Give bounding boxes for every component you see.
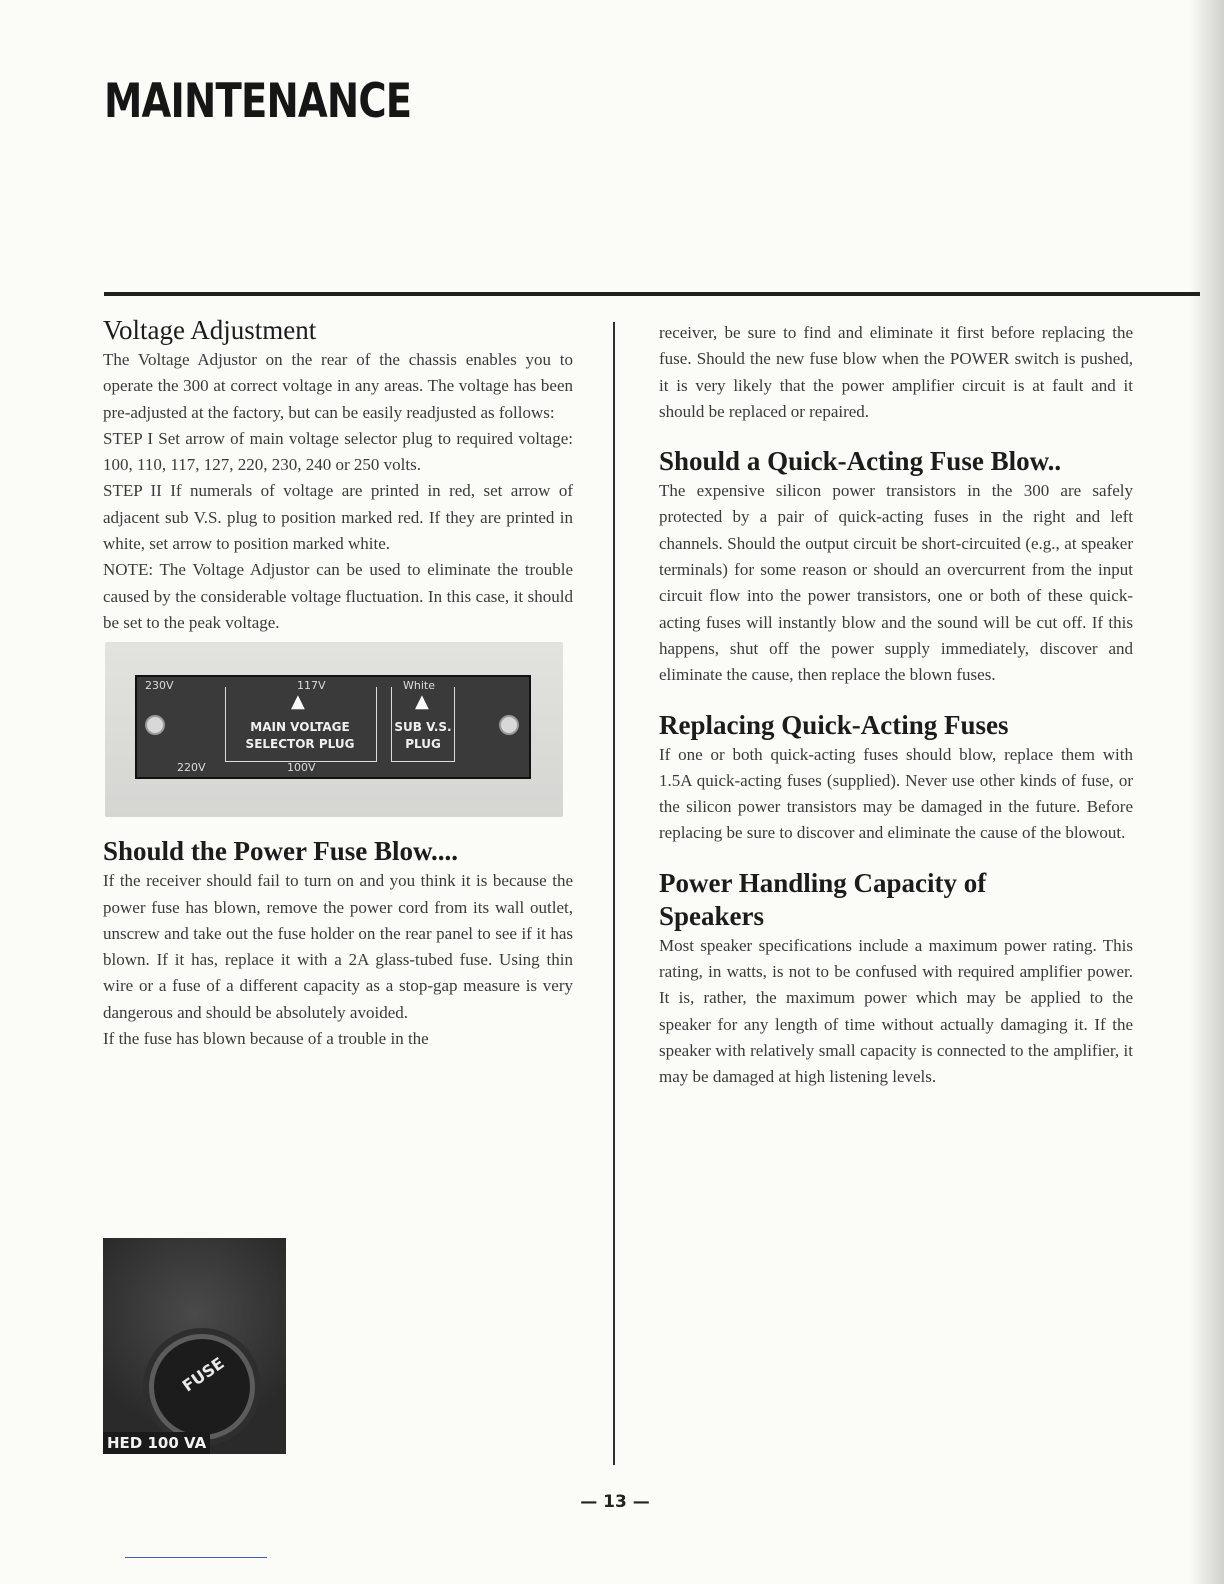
label-white: White — [403, 679, 435, 693]
sub-arrow-icon: ▲ — [415, 691, 429, 713]
footer-rule — [125, 1557, 267, 1558]
power-handling-heading-2: Speakers — [659, 900, 765, 931]
power-handling-heading-1: Power Handling Capacity of — [659, 867, 987, 898]
screw-right-icon — [499, 715, 519, 735]
header-rule — [104, 292, 1200, 296]
quick-fuse-blow-body: The expensive silicon power transistors in the 300 are safely protected by a pair of quick-acting fuses in the right and left channels. Should the output circuit be short-circuited (e.g., at speaker terminals) for some reason or should an overcurrent from the input circuit flow into the power transistors, one or both of these quick-acting fuses will instantly blow and the sound will be cut off. If this happens, shut off the power supply immediately, discover and eliminate the cause, then replace the blown fuses. — [659, 481, 1133, 685]
label-220v: 220V — [177, 761, 206, 775]
sub-selector-label-2: PLUG — [405, 737, 441, 752]
replacing-fuses-heading: Replacing Quick-Acting Fuses — [659, 709, 1009, 740]
voltage-intro: The Voltage Adjustor on the rear of the chassis enables you to operate the 300 at correct voltage in any areas. The voltage has been pre-adjusted at the factory, but can be easily readjusted as follows: — [103, 350, 573, 422]
fuse-knob — [149, 1334, 255, 1440]
label-117v: 117V — [297, 679, 326, 693]
right-column — [659, 320, 1133, 1091]
voltage-selector-panel — [135, 675, 531, 779]
fuse-photo-caption: HED 100 VA — [103, 1432, 210, 1454]
power-fuse-continuation: receiver, be sure to find and eliminate it first before replacing the fuse. Should the new fuse blow when the POWER switch is pushed, it is very likely that the power amplifier circuit is at fault and it should be replaced or repaired. — [659, 323, 1133, 421]
voltage-selector-photo — [105, 642, 563, 817]
replacing-fuses-body: If one or both quick-acting fuses should blow, replace them with 1.5A quick-acting fuses (supplied). Never use other kinds of fuse, or the silicon power transistors may be damaged in the future. Before replacing be sure to discover and eliminate the cause of the blowout. — [659, 744, 1133, 843]
main-selector-label-1: MAIN VOLTAGE — [250, 720, 350, 735]
power-fuse-heading: Should the Power Fuse Blow.... — [103, 836, 459, 867]
voltage-step-1: STEP I Set arrow of main voltage selector plug to required voltage: 100, 110, 117, 127, 220, 230, 240 or 250 volts. — [103, 428, 573, 475]
power-fuse-para-1: If the receiver should fail to turn on and you think it is because the power fuse has blown, remove the power cord from its wall outlet, unscrew and take out the fuse holder on the rear panel to see if it has blown. If it has, replace it with a 2A glass-tubed fuse. Using thin wire or a fuse of a different capacity as a stop-gap measure is very dangerous and should be absolutely avoided. — [103, 871, 573, 1022]
voltage-adjustment-heading: Voltage Adjustment — [103, 315, 317, 345]
fuse-holder-photo — [103, 1238, 286, 1454]
quick-fuse-blow-heading: Should a Quick-Acting Fuse Blow.. — [659, 446, 1062, 477]
screw-left-icon — [145, 715, 165, 735]
fuse-knob-label: FUSE — [178, 1353, 228, 1396]
power-handling-body: Most speaker specifications include a maximum power rating. This rating, in watts, is not to be confused with required amplifier power. It is, rather, the maximum power which may be applied to the speaker for any length of time without actually damaging it. If the speaker with relatively small capacity is connected to the amplifier, it may be damaged at high listening levels. — [659, 935, 1133, 1087]
page-title: MAINTENANCE — [104, 74, 412, 129]
power-fuse-para-2-start: If the fuse has blown because of a trouble in the — [103, 1029, 429, 1049]
main-selector-label-2: SELECTOR PLUG — [245, 737, 355, 752]
sub-selector-label-1: SUB V.S. — [394, 720, 452, 735]
column-divider — [613, 322, 615, 1465]
main-arrow-icon: ▲ — [291, 691, 305, 713]
page-edge-shadow — [1190, 0, 1224, 1584]
voltage-step-2: STEP II If numerals of voltage are printed in red, set arrow of adjacent sub V.S. plug to position marked red. If they are printed in white, set arrow to position marked white. — [103, 481, 573, 554]
page-number: — 13 — — [580, 1492, 650, 1512]
left-column — [103, 314, 573, 1052]
voltage-note: NOTE: The Voltage Adjustor can be used to eliminate the trouble caused by the considerable voltage fluctuation. In this case, it should be set to the peak voltage. — [103, 560, 573, 632]
label-230v: 230V — [145, 679, 174, 693]
label-100v: 100V — [287, 761, 316, 775]
